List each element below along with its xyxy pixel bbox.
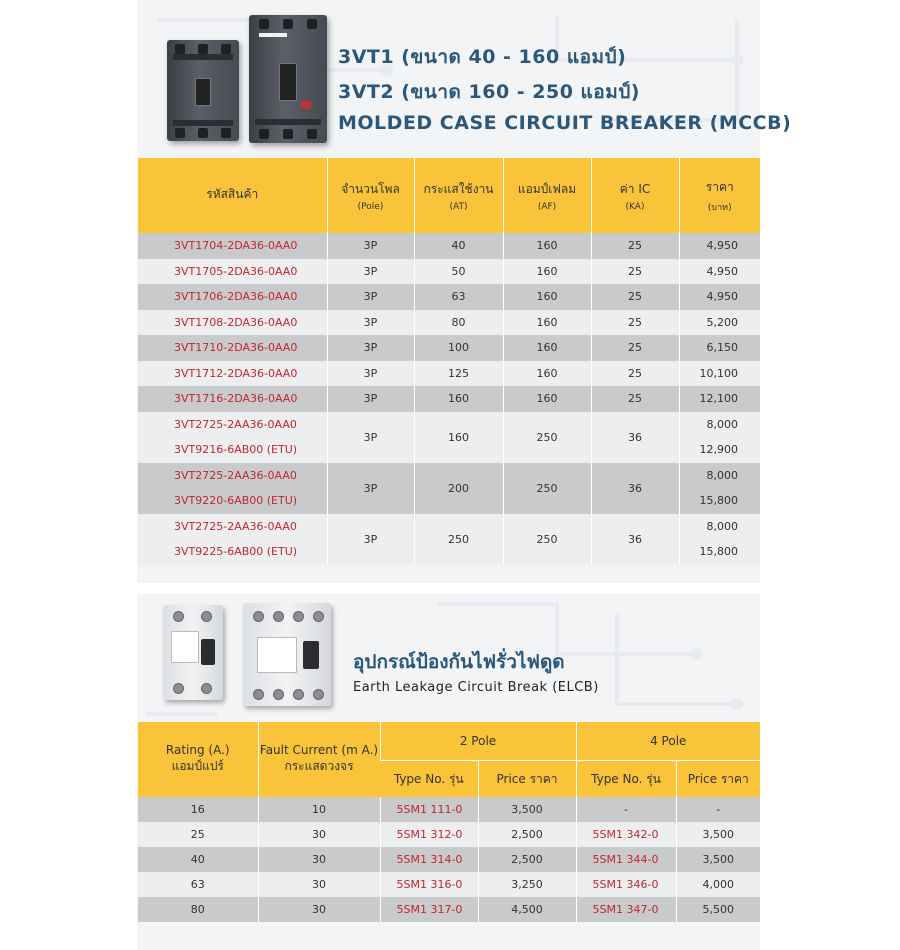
product-code: 3VT1708-2DA36-0AA0 <box>138 310 327 336</box>
price: 8,000 <box>679 463 760 489</box>
ic: 25 <box>591 335 679 361</box>
header-product-code: รหัสสินค้า <box>138 158 327 233</box>
type-no-2pole: 5SM1 317-0 <box>380 897 478 922</box>
af: 160 <box>503 259 591 285</box>
af: 160 <box>503 335 591 361</box>
mccb-3vt1-image <box>167 40 239 141</box>
elcb-title-english: Earth Leakage Circuit Break (ELCB) <box>353 680 599 695</box>
price: 12,900 <box>679 437 760 463</box>
header-price: ราคา (บาท) <box>679 158 760 233</box>
pole: 3P <box>327 310 414 336</box>
price-4pole: 5,500 <box>676 897 760 922</box>
rating: 25 <box>138 822 258 847</box>
ic: 36 <box>591 514 679 565</box>
type-no-2pole: 5SM1 316-0 <box>380 872 478 897</box>
header-af: แอมป์เฟลม (AF) <box>503 158 591 233</box>
table-row <box>138 797 760 822</box>
fault-current: 30 <box>258 897 380 922</box>
elcb-price-table <box>138 722 760 922</box>
price-2pole: 2,500 <box>478 822 576 847</box>
type-no-4pole: 5SM1 342-0 <box>576 822 676 847</box>
header-fault-current: Fault Current (m A.) กระแสดวงจร <box>258 722 380 797</box>
mccb-title-main: MOLDED CASE CIRCUIT BREAKER (MCCB) <box>338 112 792 134</box>
ic: 25 <box>591 259 679 285</box>
at: 200 <box>414 463 503 514</box>
product-code: 3VT1710-2DA36-0AA0 <box>138 335 327 361</box>
at: 125 <box>414 361 503 387</box>
price-2pole: 2,500 <box>478 847 576 872</box>
price: 5,200 <box>679 310 760 336</box>
at: 40 <box>414 233 503 259</box>
ic: 25 <box>591 361 679 387</box>
table-row <box>138 259 760 285</box>
header-type-no-4pole: Type No. รุ่น <box>576 761 676 798</box>
table-row <box>138 897 760 922</box>
price: 8,000 <box>679 412 760 438</box>
product-code: 3VT1705-2DA36-0AA0 <box>138 259 327 285</box>
header-ic: ค่า IC (KA) <box>591 158 679 233</box>
elcb-4pole-image <box>243 603 331 706</box>
pole: 3P <box>327 463 414 514</box>
price: 15,800 <box>679 539 760 565</box>
header-rating: Rating (A.) แอมป์แปร์ <box>138 722 258 797</box>
at: 80 <box>414 310 503 336</box>
af: 160 <box>503 233 591 259</box>
price: 4,950 <box>679 284 760 310</box>
pole: 3P <box>327 514 414 565</box>
table-row-group <box>138 514 760 540</box>
price: 10,100 <box>679 361 760 387</box>
table-row <box>138 822 760 847</box>
product-code: 3VT1706-2DA36-0AA0 <box>138 284 327 310</box>
at: 50 <box>414 259 503 285</box>
product-code: 3VT9225-6AB00 (ETU) <box>138 539 327 565</box>
mccb-price-table <box>138 158 760 565</box>
ic: 36 <box>591 412 679 463</box>
af: 160 <box>503 386 591 412</box>
table-row <box>138 386 760 412</box>
product-code: 3VT1716-2DA36-0AA0 <box>138 386 327 412</box>
price: 15,800 <box>679 488 760 514</box>
ic: 36 <box>591 463 679 514</box>
at: 250 <box>414 514 503 565</box>
table-row <box>138 872 760 897</box>
type-no-4pole: - <box>576 797 676 822</box>
ic: 25 <box>591 386 679 412</box>
product-code: 3VT2725-2AA36-0AA0 <box>138 463 327 489</box>
af: 250 <box>503 463 591 514</box>
table-row <box>138 284 760 310</box>
at: 100 <box>414 335 503 361</box>
elcb-header-row <box>138 722 760 761</box>
price-2pole: 4,500 <box>478 897 576 922</box>
product-code: 3VT1704-2DA36-0AA0 <box>138 233 327 259</box>
price-4pole: 3,500 <box>676 822 760 847</box>
rating: 16 <box>138 797 258 822</box>
fault-current: 10 <box>258 797 380 822</box>
product-code: 3VT2725-2AA36-0AA0 <box>138 514 327 540</box>
header-type-no-2pole: Type No. รุ่น <box>380 761 478 798</box>
pole: 3P <box>327 412 414 463</box>
table-row-group <box>138 463 760 489</box>
pole: 3P <box>327 284 414 310</box>
type-no-2pole: 5SM1 111-0 <box>380 797 478 822</box>
af: 250 <box>503 514 591 565</box>
pole: 3P <box>327 233 414 259</box>
rating: 80 <box>138 897 258 922</box>
ic: 25 <box>591 310 679 336</box>
price-2pole: 3,250 <box>478 872 576 897</box>
header-4-pole: 4 Pole <box>576 722 760 761</box>
at: 160 <box>414 386 503 412</box>
type-no-2pole: 5SM1 314-0 <box>380 847 478 872</box>
price-4pole: 4,000 <box>676 872 760 897</box>
product-code: 3VT9220-6AB00 (ETU) <box>138 488 327 514</box>
price: 8,000 <box>679 514 760 540</box>
price: 4,950 <box>679 259 760 285</box>
af: 160 <box>503 284 591 310</box>
fault-current: 30 <box>258 847 380 872</box>
rating: 63 <box>138 872 258 897</box>
fault-current: 30 <box>258 822 380 847</box>
header-2-pole: 2 Pole <box>380 722 576 761</box>
header-at: กระแสใช้งาน (AT) <box>414 158 503 233</box>
pole: 3P <box>327 386 414 412</box>
mccb-title-3vt1: 3VT1 (ขนาด 40 - 160 แอมป์) <box>338 46 627 68</box>
af: 160 <box>503 310 591 336</box>
af: 160 <box>503 361 591 387</box>
pole: 3P <box>327 361 414 387</box>
price-4pole: 3,500 <box>676 847 760 872</box>
product-code: 3VT1712-2DA36-0AA0 <box>138 361 327 387</box>
mccb-3vt2-image <box>249 15 327 143</box>
price: 12,100 <box>679 386 760 412</box>
type-no-4pole: 5SM1 347-0 <box>576 897 676 922</box>
header-price-2pole: Price ราคา <box>478 761 576 798</box>
rating: 40 <box>138 847 258 872</box>
table-row <box>138 847 760 872</box>
product-code: 3VT2725-2AA36-0AA0 <box>138 412 327 438</box>
price-2pole: 3,500 <box>478 797 576 822</box>
table-row <box>138 335 760 361</box>
price: 6,150 <box>679 335 760 361</box>
ic: 25 <box>591 233 679 259</box>
at: 63 <box>414 284 503 310</box>
ic: 25 <box>591 284 679 310</box>
type-no-4pole: 5SM1 344-0 <box>576 847 676 872</box>
price: 4,950 <box>679 233 760 259</box>
pole: 3P <box>327 335 414 361</box>
pole: 3P <box>327 259 414 285</box>
mccb-header-row <box>138 158 760 233</box>
product-code: 3VT9216-6AB00 (ETU) <box>138 437 327 463</box>
table-row <box>138 361 760 387</box>
table-row <box>138 310 760 336</box>
elcb-title-thai: อุปกรณ์ป้องกันไฟรั่วไฟดูด <box>353 651 565 673</box>
type-no-4pole: 5SM1 346-0 <box>576 872 676 897</box>
header-pole: จำนวนโพล (Pole) <box>327 158 414 233</box>
elcb-2pole-image <box>163 605 223 700</box>
fault-current: 30 <box>258 872 380 897</box>
af: 250 <box>503 412 591 463</box>
at: 160 <box>414 412 503 463</box>
table-row-group <box>138 412 760 438</box>
mccb-title-3vt2: 3VT2 (ขนาด 160 - 250 แอมป์) <box>338 81 640 103</box>
type-no-2pole: 5SM1 312-0 <box>380 822 478 847</box>
table-row <box>138 233 760 259</box>
header-price-4pole: Price ราคา <box>676 761 760 798</box>
price-4pole: - <box>676 797 760 822</box>
